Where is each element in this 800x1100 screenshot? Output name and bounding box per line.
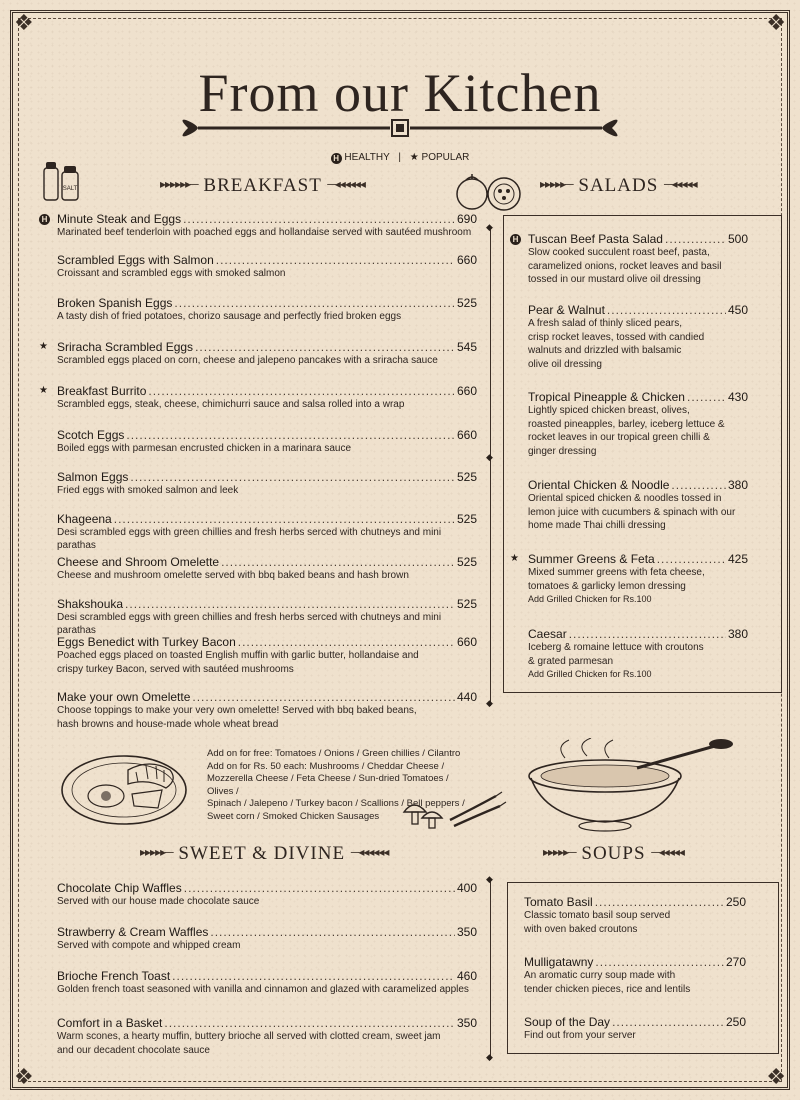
menu-item-description: An aromatic curry soup made with <box>524 970 676 981</box>
menu-item-name: Minute Steak and Eggs <box>57 212 182 226</box>
menu-item-row <box>57 1016 477 1030</box>
dot-leader <box>657 552 726 566</box>
menu-item-name: Oriental Chicken & Noodle <box>528 478 670 492</box>
menu-item-price: 430 <box>727 390 748 404</box>
divider-diamond-icon: ◆ <box>486 1052 493 1062</box>
dot-leader <box>210 925 455 939</box>
addon-line: Spinach / Jalepeno / Turkey bacon / Scallions / Bell peppers / <box>207 798 465 809</box>
legend-separator: | <box>398 152 402 163</box>
dot-leader <box>687 390 726 404</box>
menu-item-name: Pear & Walnut <box>528 303 605 317</box>
menu-item-row <box>57 384 477 398</box>
menu-item-row <box>57 597 477 611</box>
menu-item-description: crisp rocket leaves, tossed with candied <box>528 331 705 343</box>
menu-item-price: 350 <box>456 1016 477 1030</box>
menu-item-price: 660 <box>456 253 477 267</box>
divider-diamond-icon: ◆ <box>486 452 493 462</box>
menu-item-price: 270 <box>725 955 746 969</box>
menu-item <box>524 895 746 936</box>
wheat-ornament-icon: ─◂◂◂◂◂ <box>651 845 684 859</box>
dot-leader <box>238 635 455 649</box>
soups-heading: SOUPS <box>581 843 646 864</box>
legend <box>0 152 800 164</box>
menu-item-description: ginger dressing <box>528 445 597 457</box>
salt-label: SALT <box>62 186 78 192</box>
menu-item-row <box>524 1015 746 1029</box>
wheat-ornament-icon: ▸▸▸▸▸▸─ <box>160 177 198 191</box>
menu-item-description: Scrambled eggs placed on corn, cheese and jalepeno pancakes with a sriracha sauce <box>57 355 438 366</box>
menu-item-description: roasted pineapples, barley, iceberg lettuce & <box>528 418 725 430</box>
menu-item-row <box>524 895 746 909</box>
menu-item-price: 425 <box>727 552 748 566</box>
menu-item-price: 350 <box>456 925 477 939</box>
corner-ornament-icon: ❖ <box>14 1064 34 1089</box>
menu-item-name: Strawberry & Cream Waffles <box>57 925 209 939</box>
soup-bowl-illustration-icon <box>525 738 740 838</box>
divider-arrow-icon: ◆ <box>486 222 493 232</box>
menu-item-description: Marinated beef tenderloin with poached eggs and hollandaise served with sautéed mushroom <box>57 227 472 238</box>
column-divider-bottom <box>490 880 491 1060</box>
menu-item-description: lemon juice with cucumbers & spinach with our <box>528 506 736 518</box>
dot-leader <box>671 478 726 492</box>
menu-item-price: 460 <box>456 969 477 983</box>
menu-item-price: 660 <box>456 635 477 649</box>
salt-pepper-shaker-icon <box>40 158 84 204</box>
menu-item-description: caramelized onions, rocket leaves and basil <box>528 260 722 272</box>
dot-leader <box>172 969 455 983</box>
dot-leader <box>184 881 455 895</box>
menu-item-description: Mixed summer greens with feta cheese, <box>528 567 705 578</box>
menu-item <box>57 635 477 676</box>
menu-item <box>524 1015 746 1043</box>
tomato-illustration-icon <box>452 170 532 214</box>
star-icon: ★ <box>39 385 48 396</box>
menu-item-description: rocket leaves in our tropical green chilli & <box>528 432 710 443</box>
menu-item-row <box>528 627 748 641</box>
menu-item <box>57 925 477 953</box>
menu-item <box>41 212 477 240</box>
menu-item <box>510 552 748 604</box>
divider-diamond-icon: ◆ <box>486 874 493 884</box>
corner-ornament-icon: ❖ <box>14 10 34 35</box>
menu-item-name: Caesar <box>528 627 567 641</box>
menu-item <box>39 384 477 412</box>
legend-popular-label: POPULAR <box>421 152 470 163</box>
menu-item-row <box>57 212 477 226</box>
menu-item-price: 525 <box>456 470 477 484</box>
star-icon: ★ <box>510 553 519 564</box>
menu-item-row <box>528 552 748 566</box>
menu-item-name: Sriracha Scrambled Eggs <box>57 340 194 354</box>
healthy-badge-icon: H <box>510 234 521 245</box>
healthy-badge-icon: H <box>39 214 50 225</box>
addon-line: Sweet corn / Smoked Chicken Sausages <box>207 810 380 822</box>
dot-leader <box>665 232 726 246</box>
sweet-heading: SWEET & DIVINE <box>178 843 346 864</box>
dot-leader <box>130 470 455 484</box>
menu-item-price: 690 <box>456 212 477 226</box>
menu-item-price: 500 <box>727 232 748 246</box>
dot-leader <box>221 555 455 569</box>
menu-item-name: Salmon Eggs <box>57 470 129 484</box>
menu-item-row <box>57 470 477 484</box>
salads-section-title <box>540 175 697 197</box>
addon-line: Mozzerella Cheese / Feta Cheese / Sun-dried Tomatoes / Olives / <box>207 773 449 797</box>
menu-item-name: Brioche French Toast <box>57 969 171 983</box>
menu-item-row <box>57 253 477 267</box>
menu-item <box>57 512 477 552</box>
menu-item-description: Golden french toast seasoned with vanilla and cinnamon and glazed with caramelized apples <box>57 984 469 995</box>
mushroom-chilli-illustration-icon <box>400 790 510 836</box>
menu-item <box>57 470 477 498</box>
menu-item-name: Khageena <box>57 512 112 526</box>
dot-leader <box>192 690 455 704</box>
menu-item <box>57 296 477 324</box>
wheat-ornament-icon: ▸▸▸▸▸─ <box>543 845 576 859</box>
menu-item-name: Scotch Eggs <box>57 428 125 442</box>
menu-item-description: Desi scrambled eggs with green chillies and fresh herbs serced with chutneys and mini parathas <box>57 527 442 551</box>
addon-line: Add on for Rs. 50 each: Mushrooms / Cheddar Cheese / <box>207 760 445 772</box>
menu-item-description: Choose toppings to make your very own omelette! Served with bbq baked beans, <box>57 705 417 716</box>
menu-item <box>57 969 477 997</box>
menu-item-row <box>57 925 477 939</box>
menu-item-price: 660 <box>456 428 477 442</box>
menu-item-row <box>57 881 477 895</box>
title-divider-ornament-icon <box>178 118 622 138</box>
menu-item <box>57 881 477 909</box>
menu-item-price: 525 <box>456 597 477 611</box>
menu-item-price: 400 <box>456 881 477 895</box>
menu-item-price: 525 <box>456 512 477 526</box>
wheat-ornament-icon: ▸▸▸▸▸─ <box>540 177 573 191</box>
dot-leader <box>595 955 724 969</box>
menu-item-description: olive oil dressing <box>528 358 602 370</box>
menu-item-description: Boiled eggs with parmesan encrusted chicken in a marinara sauce <box>57 443 352 454</box>
menu-item-name: Make your own Omelette <box>57 690 191 704</box>
menu-item-row <box>528 390 748 404</box>
dot-leader <box>164 1016 455 1030</box>
menu-item-description: crispy turkey Bacon, served with sautéed mushrooms <box>57 663 294 675</box>
menu-item-row <box>57 428 477 442</box>
menu-item <box>524 955 746 996</box>
breakfast-plate-illustration-icon <box>58 748 198 828</box>
menu-item-row <box>57 340 477 354</box>
menu-item-row <box>57 690 477 704</box>
menu-item-description: Oriental spiced chicken & noodles tossed in <box>528 493 722 504</box>
corner-ornament-icon: ❖ <box>766 10 786 35</box>
column-divider <box>490 228 491 706</box>
menu-item-row <box>57 969 477 983</box>
dot-leader <box>216 253 455 267</box>
star-icon: ★ <box>39 341 48 352</box>
menu-item-name: Soup of the Day <box>524 1015 611 1029</box>
menu-item-price: 250 <box>725 1015 746 1029</box>
menu-item-description: walnuts and drizzled with balsamic <box>528 345 682 356</box>
dot-leader <box>607 303 726 317</box>
legend-healthy-label: HEALTHY <box>344 152 390 163</box>
menu-item <box>528 478 748 533</box>
corner-ornament-icon: ❖ <box>766 1064 786 1089</box>
menu-item-addon: Add Grilled Chicken for Rs.100 <box>528 594 652 604</box>
menu-item-row <box>528 478 748 492</box>
menu-item-description: & grated parmesan <box>528 655 614 667</box>
menu-item-price: 250 <box>725 895 746 909</box>
menu-item-row <box>57 635 477 649</box>
dot-leader <box>195 340 455 354</box>
wheat-ornament-icon: ▸▸▸▸▸─ <box>140 845 173 859</box>
wheat-ornament-icon: ─◂◂◂◂◂◂ <box>327 177 365 191</box>
menu-item-description: Iceberg & romaine lettuce with croutons <box>528 642 704 653</box>
menu-item-price: 380 <box>727 478 748 492</box>
menu-item-price: 440 <box>456 690 477 704</box>
menu-item-name: Mulligatawny <box>524 955 594 969</box>
menu-item-name: Chocolate Chip Waffles <box>57 881 182 895</box>
breakfast-section-title <box>160 175 365 197</box>
menu-item <box>39 340 477 368</box>
dot-leader <box>569 627 726 641</box>
healthy-badge-icon: H <box>331 153 342 164</box>
menu-item-price: 545 <box>456 340 477 354</box>
star-icon: ★ <box>409 152 419 163</box>
sweet-section-title <box>140 843 388 865</box>
menu-item-description: tomatoes & garlicky lemon dressing <box>528 580 686 592</box>
menu-item-row <box>57 555 477 569</box>
menu-item-price: 380 <box>727 627 748 641</box>
menu-item <box>57 428 477 456</box>
menu-item <box>528 303 748 371</box>
dot-leader <box>125 597 455 611</box>
menu-item-description: Served with our house made chocolate sauce <box>57 896 260 907</box>
menu-item-name: Cheese and Shroom Omelette <box>57 555 220 569</box>
wheat-ornament-icon: ─◂◂◂◂◂ <box>664 177 697 191</box>
menu-item-row <box>528 303 748 317</box>
menu-item-name: Scrambled Eggs with Salmon <box>57 253 214 267</box>
menu-item-description: Warm scones, a hearty muffin, buttery brioche all served with clotted cream, sweet jam <box>57 1031 441 1042</box>
menu-item-description: Desi scrambled eggs with green chillies and fresh herbs serced with chutneys and mini parathas <box>57 612 442 636</box>
menu-item <box>57 1016 477 1057</box>
soups-section-title <box>543 843 684 865</box>
breakfast-heading: BREAKFAST <box>203 175 322 196</box>
menu-item <box>512 232 748 287</box>
menu-item-addon: Add Grilled Chicken for Rs.100 <box>528 669 652 679</box>
page-title: From our Kitchen <box>198 63 602 123</box>
menu-item-price: 660 <box>456 384 477 398</box>
menu-item-description: tossed in our mustard olive oil dressing <box>528 274 701 285</box>
menu-item-price: 450 <box>727 303 748 317</box>
menu-item-row <box>57 296 477 310</box>
menu-item <box>57 597 477 637</box>
menu-item-price: 525 <box>456 555 477 569</box>
menu-item-name: Comfort in a Basket <box>57 1016 163 1030</box>
menu-item-row <box>528 232 748 246</box>
dot-leader <box>595 895 724 909</box>
menu-item-description: hash browns and house-made whole wheat bread <box>57 718 279 730</box>
menu-item-description: Slow cooked succulent roast beef, pasta, <box>528 247 710 258</box>
menu-item-name: Breakfast Burrito <box>57 384 147 398</box>
menu-item-description: Find out from your server <box>524 1030 636 1041</box>
menu-item-row <box>524 955 746 969</box>
menu-item-row <box>57 512 477 526</box>
menu-item-description: Served with compote and whipped cream <box>57 940 241 951</box>
menu-item-name: Shakshouka <box>57 597 124 611</box>
wheat-ornament-icon: ─◂◂◂◂◂◂ <box>350 845 389 859</box>
menu-item-description: A fresh salad of thinly sliced pears, <box>528 318 682 329</box>
menu-item <box>528 390 748 458</box>
dot-leader <box>183 212 455 226</box>
menu-item <box>57 690 477 731</box>
menu-item-description: Poached eggs placed on toasted English muffin with garlic butter, hollandaise and <box>57 650 419 661</box>
salads-heading: SALADS <box>578 175 659 196</box>
dot-leader <box>174 296 455 310</box>
menu-item-description: with oven baked croutons <box>524 923 638 935</box>
menu-item-name: Tropical Pineapple & Chicken <box>528 390 685 404</box>
menu-item-description: home made Thai chilli dressing <box>528 520 666 531</box>
menu-item-description: Scrambled eggs, steak, cheese, chimichurri sauce and salsa rolled into a wrap <box>57 399 405 410</box>
menu-item-name: Tomato Basil <box>524 895 593 909</box>
dot-leader <box>114 512 455 526</box>
menu-item <box>528 627 748 679</box>
menu-item <box>57 253 477 281</box>
menu-item-name: Broken Spanish Eggs <box>57 296 173 310</box>
menu-item-description: and our decadent chocolate sauce <box>57 1044 210 1056</box>
menu-item <box>57 555 477 583</box>
menu-item-description: Classic tomato basil soup served <box>524 910 671 921</box>
menu-item-description: Cheese and mushroom omelette served with bbq baked beans and hash brown <box>57 570 409 581</box>
dot-leader <box>612 1015 724 1029</box>
menu-item-name: Tuscan Beef Pasta Salad <box>528 232 663 246</box>
menu-item-description: A tasty dish of fried potatoes, chorizo sausage and perfectly fried broken eggs <box>57 311 402 322</box>
menu-item-name: Eggs Benedict with Turkey Bacon <box>57 635 236 649</box>
menu-item-price: 525 <box>456 296 477 310</box>
menu-item-description: Croissant and scrambled eggs with smoked salmon <box>57 268 286 279</box>
divider-diamond-icon: ◆ <box>486 698 493 708</box>
addon-line: Add on for free: Tomatoes / Onions / Green chillies / Cilantro <box>207 748 461 759</box>
menu-item-description: Fried eggs with smoked salmon and leek <box>57 485 239 496</box>
dot-leader <box>148 384 455 398</box>
menu-item-description: Lightly spiced chicken breast, olives, <box>528 405 690 416</box>
menu-item-name: Summer Greens & Feta <box>528 552 655 566</box>
menu-item-description: tender chicken pieces, rice and lentils <box>524 983 691 995</box>
dot-leader <box>126 428 455 442</box>
